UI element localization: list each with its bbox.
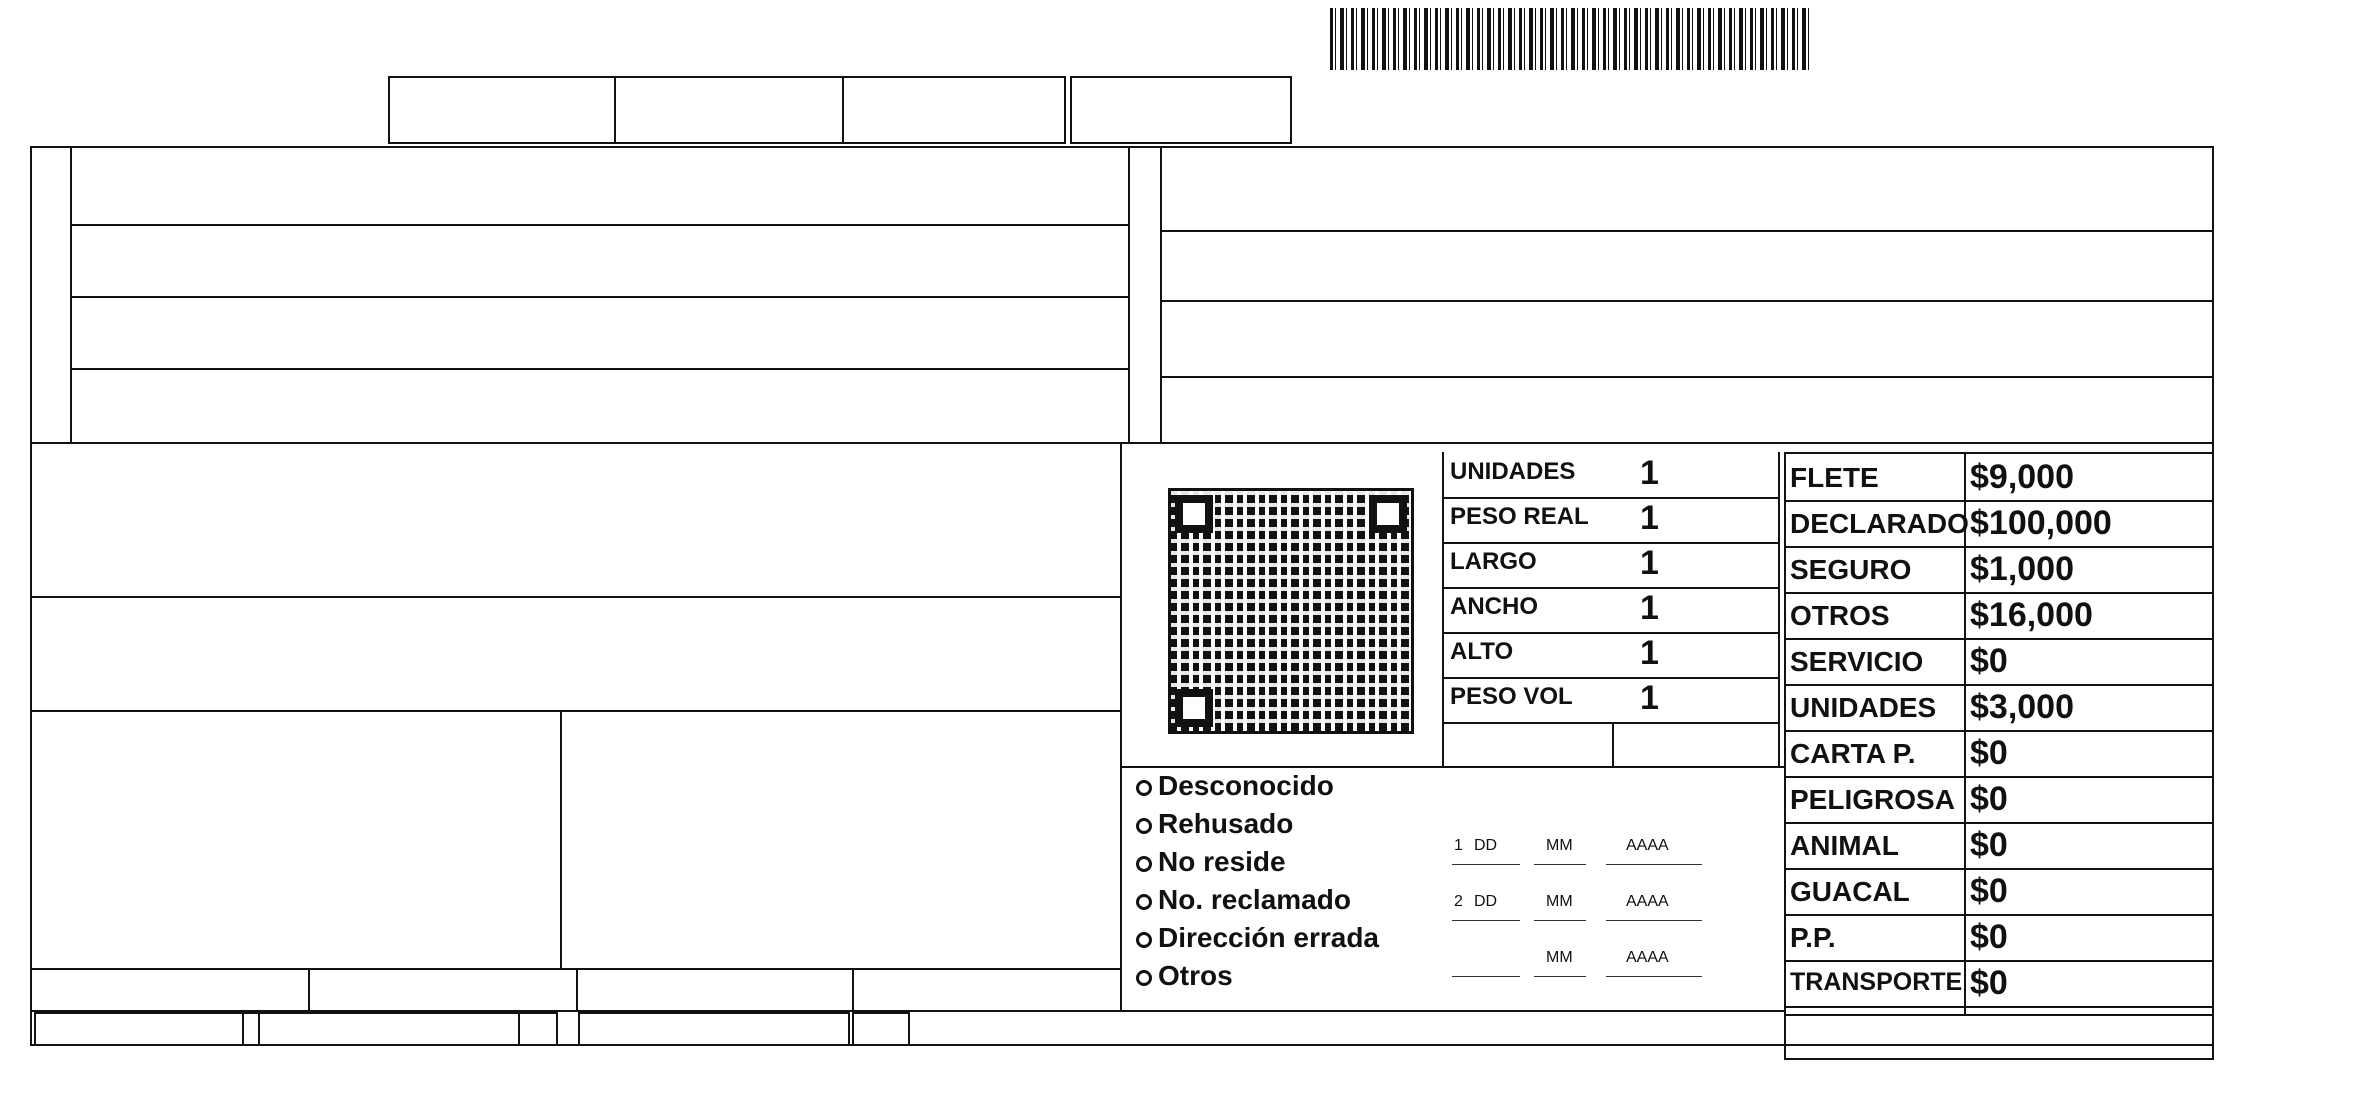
measure-row-line [1442, 587, 1778, 589]
measure-value: 1 [1640, 589, 1659, 627]
dest-line-2 [1160, 300, 2214, 302]
status-option [1136, 924, 1379, 952]
status-radio-icon[interactable] [1136, 894, 1152, 910]
cost-row-line [1784, 546, 2214, 548]
cost-value: $0 [1970, 780, 2008, 818]
cost-value: $0 [1970, 642, 2008, 680]
qr-finder-tl [1175, 495, 1213, 533]
top-section-bottom [30, 442, 2214, 444]
cost-label: ANIMAL [1790, 830, 1899, 861]
cost-value: $0 [1970, 826, 2008, 864]
cost-label: TRANSPORTE [1790, 968, 1963, 996]
intento-dd-line [1452, 920, 1520, 921]
cost-label: UNIDADES [1790, 692, 1937, 723]
cost-value: $16,000 [1970, 596, 2093, 634]
cost-row-line [1784, 500, 2214, 502]
costs-top-line [1784, 452, 2214, 454]
cost-value: $0 [1970, 734, 2008, 772]
intento-mm: MM [1546, 949, 1573, 966]
contraentrega-check [518, 1012, 558, 1046]
intento-mm: MM [1546, 893, 1573, 910]
qr-code [1168, 488, 1414, 734]
cost-value: $0 [1970, 872, 2008, 910]
qr-finder-tr [1369, 495, 1407, 533]
measure-label: ALTO [1450, 638, 1514, 665]
status-option [1136, 962, 1233, 990]
left-lower-right-edge [1120, 442, 1122, 1012]
intento-mm: MM [1546, 837, 1573, 854]
status-option-label: Otros [1158, 960, 1233, 991]
contraentrega-box [258, 1012, 520, 1046]
qr-finder-bl [1175, 689, 1213, 727]
rem-line-1 [70, 224, 1128, 226]
cost-value: $1,000 [1970, 550, 2074, 588]
recibe-bottom [30, 968, 1120, 970]
measure-label: ANCHO [1450, 593, 1538, 620]
costs-divider [1964, 452, 1966, 1014]
measure-label: UNIDADES [1450, 458, 1576, 485]
rem-line-3 [70, 368, 1128, 370]
intento-aaaa: AAAA [1626, 837, 1669, 854]
status-option [1136, 848, 1286, 876]
cost-row-line [1784, 638, 2214, 640]
status-radio-icon[interactable] [1136, 780, 1152, 796]
intento-mm-line [1534, 864, 1586, 865]
recibe-divider [560, 710, 562, 970]
ced-div-3 [852, 968, 854, 1010]
cost-value: $100,000 [1970, 504, 2112, 542]
cost-row-line [1784, 684, 2214, 686]
measure-row-line [1442, 542, 1778, 544]
cost-row-line [1784, 822, 2214, 824]
origen-box [842, 76, 1066, 144]
measure-value: 1 [1640, 544, 1659, 582]
intento-dd-line [1452, 976, 1520, 977]
status-radio-icon[interactable] [1136, 970, 1152, 986]
intento-aaaa: AAAA [1626, 893, 1669, 910]
cost-label: GUACAL [1790, 876, 1910, 907]
remitente-side-divider [70, 146, 72, 442]
intento-aaaa-line [1606, 920, 1702, 921]
measure-row-line [1442, 722, 1778, 724]
cost-row-line [1784, 776, 2214, 778]
intento-mm-line [1534, 920, 1586, 921]
dest-line-1 [1160, 230, 2214, 232]
costs-left-edge [1784, 452, 1786, 1046]
discount-bottom [1120, 766, 1784, 768]
intento-aaaa-line [1606, 976, 1702, 977]
status-option-label: No reside [1158, 846, 1286, 877]
ced-div-2 [576, 968, 578, 1010]
intento-mm-line [1534, 976, 1586, 977]
cost-row-line [1784, 960, 2214, 962]
measure-label: PESO VOL [1450, 683, 1573, 710]
cost-value: $0 [1970, 918, 2008, 956]
cost-row-line [1784, 1006, 2214, 1008]
rem-line-2 [70, 296, 1128, 298]
discount-divider [1612, 722, 1614, 766]
status-radio-icon[interactable] [1136, 932, 1152, 948]
measures-right-edge [1778, 452, 1780, 766]
measures-left-edge [1442, 452, 1444, 766]
cost-label: P.P. [1790, 922, 1836, 953]
intento-number: 2 [1454, 893, 1463, 910]
barcode [1330, 8, 1810, 70]
measure-row-line [1442, 677, 1778, 679]
measure-value: 1 [1640, 454, 1659, 492]
intento-dd-line [1452, 864, 1520, 865]
dest-line-3 [1160, 376, 2214, 378]
intento-number: 1 [1454, 837, 1463, 854]
ced-div-1 [308, 968, 310, 1010]
measure-value: 1 [1640, 679, 1659, 717]
measure-label: LARGO [1450, 548, 1537, 575]
cost-value: $9,000 [1970, 458, 2074, 496]
intento-dd: DD [1474, 893, 1498, 910]
measure-row-line [1442, 632, 1778, 634]
measure-label: PESO REAL [1450, 503, 1589, 530]
destino-box [1070, 76, 1292, 144]
middle-divider [1128, 146, 1130, 442]
cost-label: FLETE [1790, 462, 1879, 493]
status-option [1136, 772, 1334, 800]
cost-label: SEGURO [1790, 554, 1912, 585]
credito-box [578, 1012, 850, 1046]
fh-impresion-box [388, 76, 616, 144]
total-box [1784, 1014, 2214, 1060]
cost-row-line [1784, 914, 2214, 916]
status-option-label: No. reclamado [1158, 884, 1351, 915]
cost-label: DECLARADO [1790, 508, 1969, 539]
cost-row-line [1784, 730, 2214, 732]
cost-value: $3,000 [1970, 688, 2074, 726]
status-option-label: Desconocido [1158, 770, 1334, 801]
status-option [1136, 886, 1351, 914]
status-radio-icon[interactable] [1136, 856, 1152, 872]
measure-value: 1 [1640, 634, 1659, 672]
cost-row-line [1784, 592, 2214, 594]
destinatario-side-divider [1160, 146, 1162, 442]
cost-label: SERVICIO [1790, 646, 1924, 677]
obs-bottom [30, 596, 1120, 598]
contado-box [34, 1012, 244, 1046]
intento-aaaa: AAAA [1626, 949, 1669, 966]
cost-value: $0 [1970, 964, 2008, 1002]
measure-value: 1 [1640, 499, 1659, 537]
tipo-bottom [30, 710, 1120, 712]
status-option-label: Rehusado [1158, 808, 1294, 839]
credito-check [852, 1012, 910, 1046]
intento-dd: DD [1474, 837, 1498, 854]
cost-row-line [1784, 868, 2214, 870]
fh-admision-box [614, 76, 844, 144]
intento-aaaa-line [1606, 864, 1702, 865]
measure-row-line [1442, 497, 1778, 499]
cost-label: OTROS [1790, 600, 1890, 631]
status-option [1136, 810, 1293, 838]
status-option-label: Dirección errada [1158, 922, 1379, 953]
cost-label: PELIGROSA [1790, 784, 1955, 815]
status-radio-icon[interactable] [1136, 818, 1152, 834]
cost-label: CARTA P. [1790, 738, 1916, 769]
